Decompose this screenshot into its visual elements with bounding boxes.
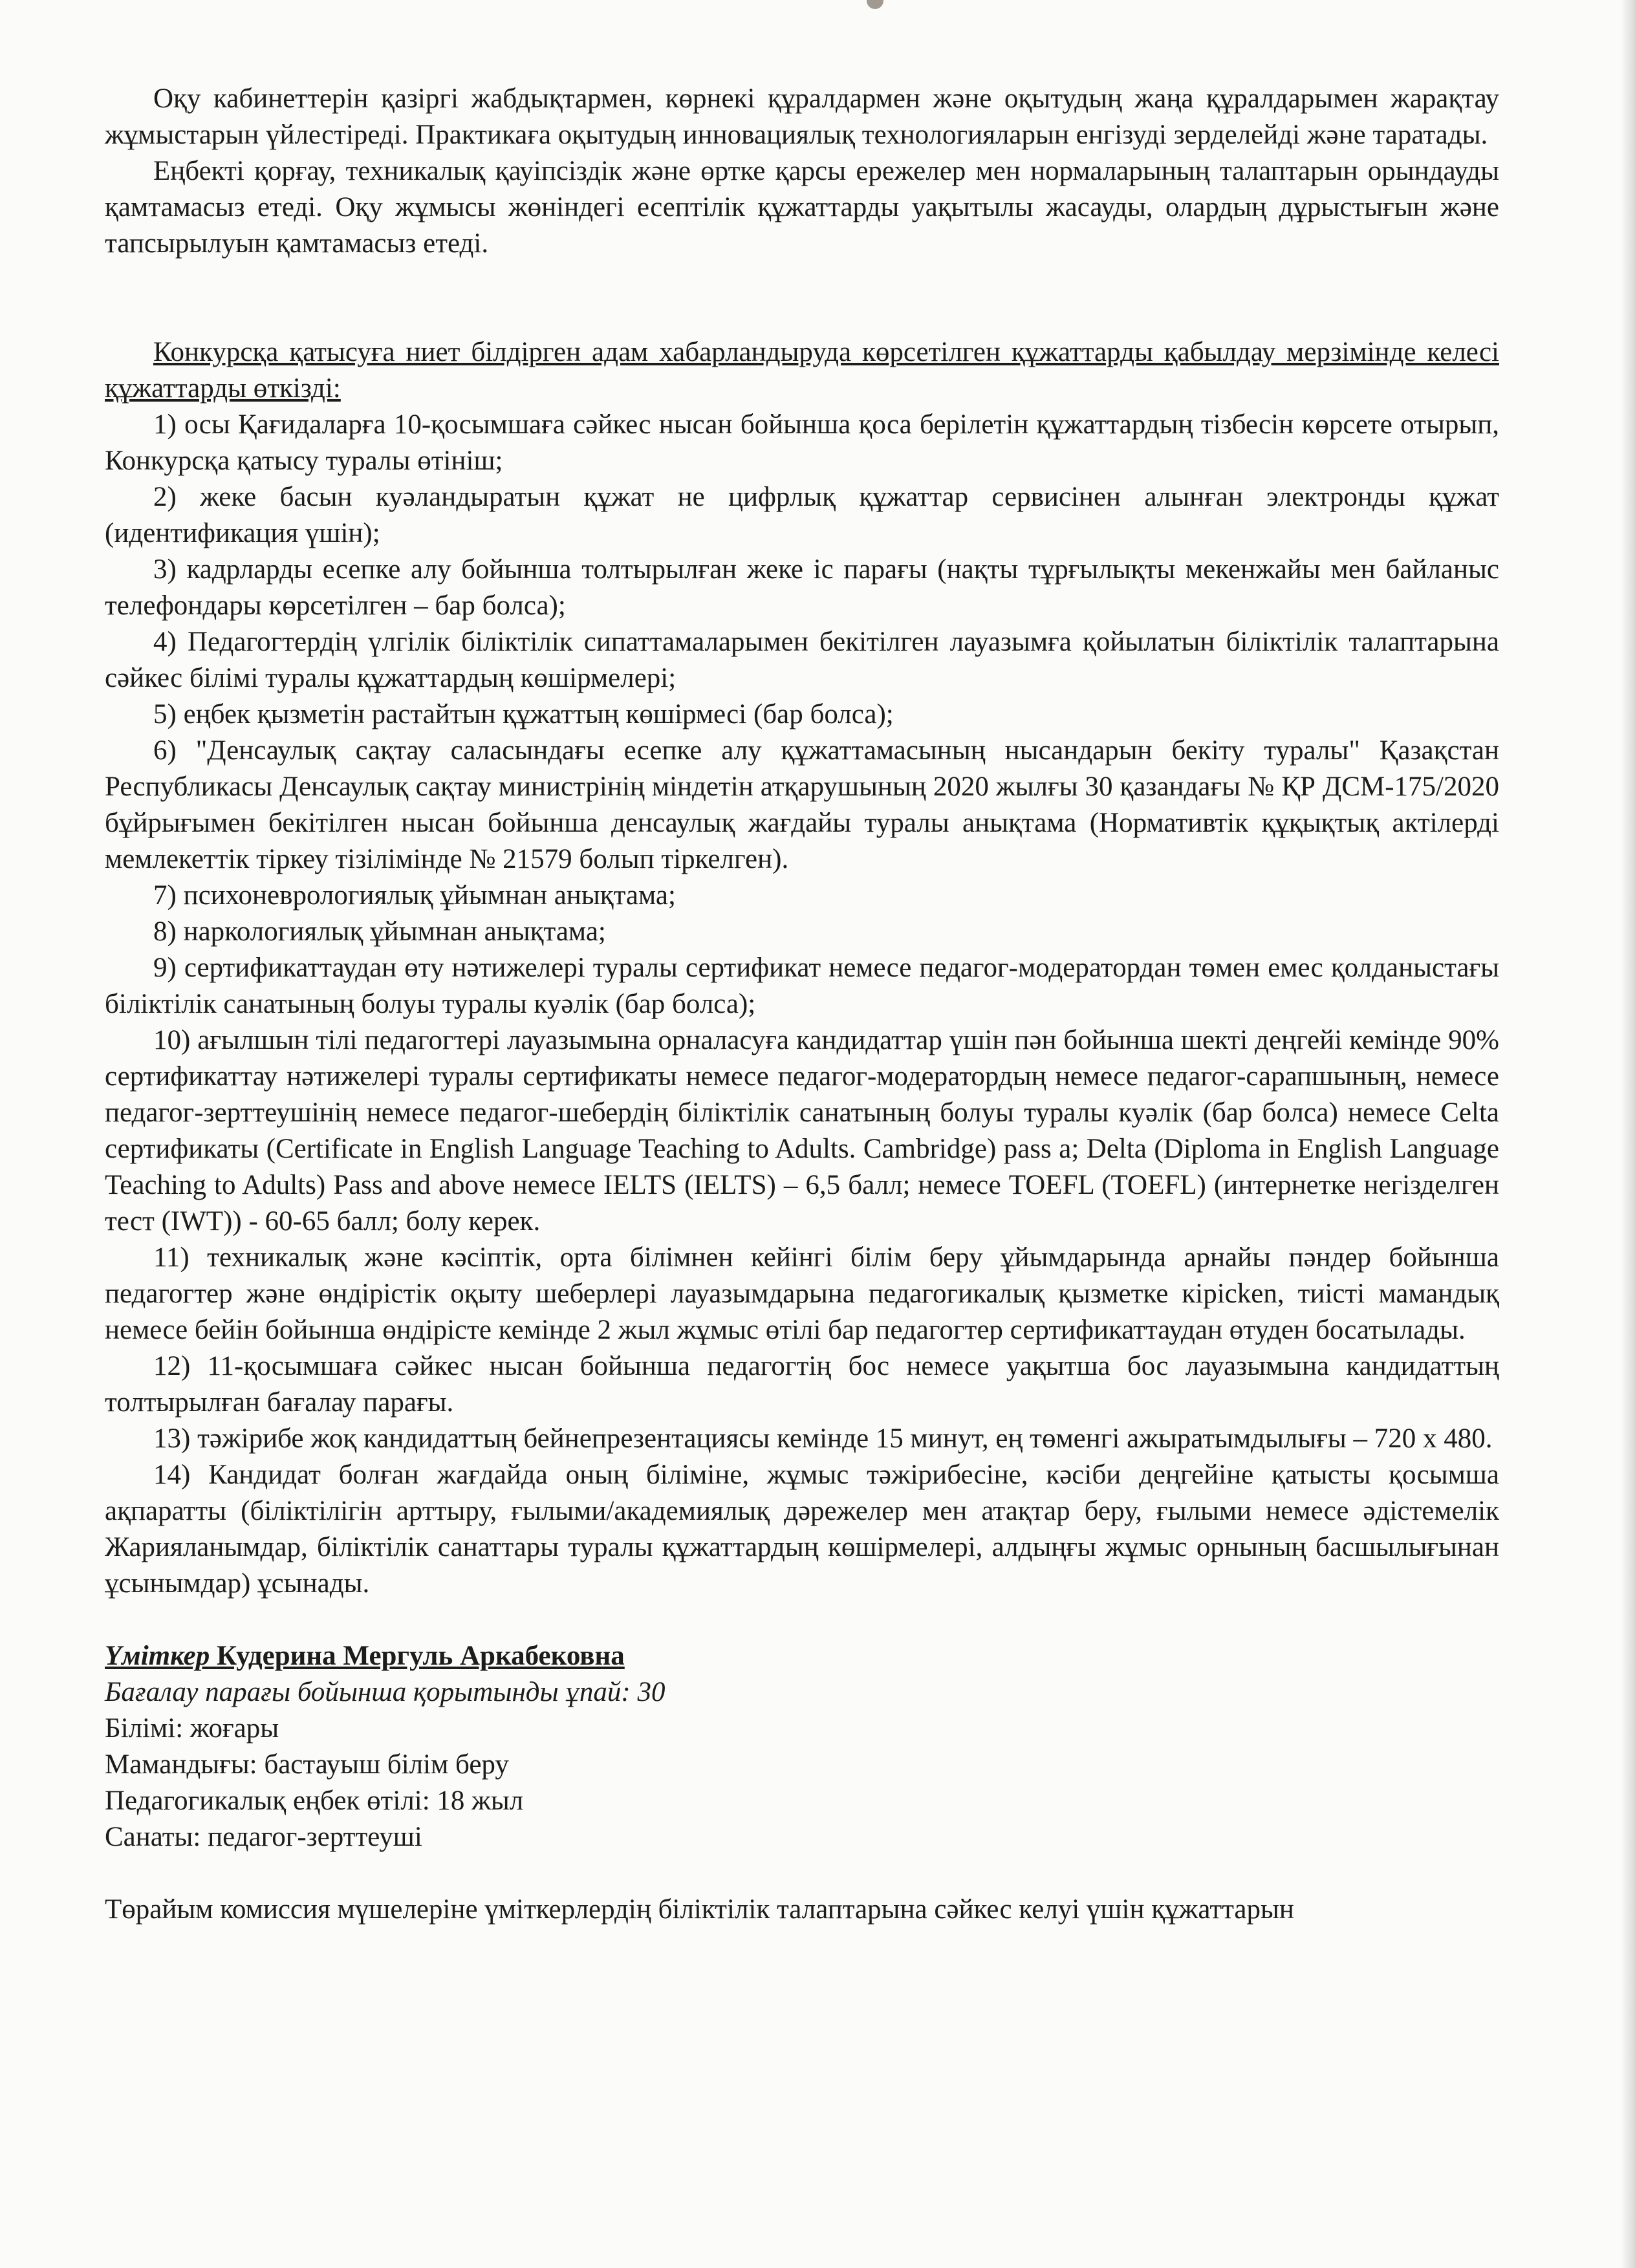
candidate-heading (105, 1638, 1499, 1674)
document-item-10: 10) ағылшын тілі педагогтері лауазымына орналасуға кандидаттар үшін пән бойынша шекті деңгейі кемінде 90% сертификаттау нәтижелері туралы сертификаты немесе педагог-модератордың немесе педагог-сарапшының, немесе педагог-зерттеушінің немесе педагог-шебердің біліктілік санатының болуы туралы куәлік (бар болса) немесе Celta сертификаты (Certificate in English Language Teaching to Adults. Cambridge) pass a; Delta (Diploma in English Language Teaching to Adults) Pass and above немесе IELTS (IELTS) – 6,5 балл; немесе TOEFL (TOEFL) (интернетке негізделген тест (IWT)) - 60-65 балл; болу керек. (105, 1025, 1499, 1237)
document-item-4: 4) Педагогтердің үлгілік біліктілік сипаттамаларымен бекітілген лауазымға қойылатын біліктілік талаптарына сәйкес білімі туралы құжаттардың көшірмелері; (105, 627, 1499, 693)
document-item-14: 14) Кандидат болған жағдайда оның біліміне, жұмыс тәжірибесіне, кәсіби деңгейіне қатысты қосымша ақпаратты (біліктілігін арттыру, ғылыми/академиялық дәрежелер мен атақтар беру, ғылыми немесе әдістемелік Жарияланымдар, біліктілік санаттары туралы құжаттардың көшірмелері, алдыңғы жұмыс орнының басшылығынан ұсынымдар) ұсынады. (105, 1460, 1499, 1599)
candidate-block (105, 1638, 1499, 1855)
document-item-8: 8) наркологиялық ұйымнан анықтама; (153, 916, 606, 947)
intro-paragraph-1: Оқу кабинеттерін қазіргі жабдықтармен, көрнекі құралдармен және оқытудың жаңа құралдарымен жарақтау жұмыстарын үйлестіреді. Практикаға оқытудың инновациялық технологияларын енгізуді зерделейді және таратады. (105, 83, 1499, 150)
document-item-9: 9) сертификаттаудан өту нәтижелері туралы сертификат немесе педагог-модератордан төмен емес қолданыстағы біліктілік санатының болуы туралы куәлік (бар болса); (105, 953, 1499, 1019)
candidate-experience: Педагогикалық еңбек өтілі: 18 жыл (105, 1786, 524, 1816)
scan-edge-shadow (1621, 0, 1635, 2268)
section-gap (105, 1602, 1499, 1638)
document-item-6: 6) "Денсаулық сақтау саласындағы есепке алу құжаттамасының нысандарын бекіту туралы" Қазақстан Республикасы Денсаулық сақтау министрінің міндетін атқарушының 2020 жылғы 30 қазандағы № ҚР ДСМ-175/2020 бұйрығымен бекітілген нысан бойынша денсаулық жағдайы туралы анықтама (Нормативтік құқықтық актілерді мемлекеттік тіркеу тізілімінде № 21579 болып тіркелген). (105, 735, 1499, 874)
section-gap (105, 262, 1499, 334)
document-item-3: 3) кадрларды есепке алу бойынша толтырылған жеке іс парағы (нақты тұрғылықты мекенжайы мен байланыс телефондары көрсетілген – бар болса); (105, 554, 1499, 621)
section-gap (105, 1855, 1499, 1892)
document-item-2: 2) жеке басын куәландыратын құжат не цифрлық құжаттар сервисінен алынған электронды құжат (идентификация үшін); (105, 482, 1499, 548)
document-item-13: 13) тәжірибе жоқ кандидаттың бейнепрезентациясы кемінде 15 минут, ең төменгі ажыратымдылығы – 720 х 480. (153, 1423, 1493, 1454)
documents-list (105, 407, 1499, 1602)
intro-paragraph-2: Еңбекті қорғау, техникалық қауіпсіздік және өртке қарсы ережелер мен нормаларының талаптарын орындауды қамтамасыз етеді. Оқу жұмысы жөніндегі есептілік құжаттарды уақытылы жасауды, олардың дұрыстығын және тапсырылуын қамтамасыз етеді. (105, 156, 1499, 259)
document-item-5: 5) еңбек қызметін растайтын құжаттың көшірмесі (бар болса); (153, 699, 894, 729)
candidate-label: Үміткер (105, 1641, 210, 1671)
scan-speck (867, 0, 883, 9)
candidate-name: Кудерина Мергуль Аркабековна (216, 1641, 625, 1671)
candidate-specialty: Мамандығы: бастауыш білім беру (105, 1749, 509, 1780)
document-item-1: 1) осы Қағидаларға 10-қосымшаға сәйкес нысан бойынша қоса берілетін құжаттардың тізбесін көрсете отырып, Конкурсқа қатысу туралы өтініш; (105, 409, 1499, 476)
candidate-education: Білімі: жоғары (105, 1713, 279, 1744)
documents-heading: Конкурсқа қатысуға ниет білдірген адам хабарландыруда көрсетілген құжаттарды қабылдау мерзімінде келесі құжаттарды өткізді: (105, 337, 1499, 404)
candidate-score: Бағалау парағы бойынша қорытынды ұпай: 30 (105, 1677, 666, 1707)
document-item-7: 7) психоневрологиялық ұйымнан анықтама; (153, 880, 676, 911)
closing-paragraph: Төрайым комиссия мүшелеріне үміткерлердің біліктілік талаптарына сәйкес келуі үшін құжаттарын (105, 1894, 1294, 1925)
document-item-12: 12) 11-қосымшаға сәйкес нысан бойынша педагогтің бос немесе уақытша бос лауазымына кандидаттың толтырылған бағалау парағы. (105, 1351, 1499, 1418)
candidate-category: Санаты: педагог-зерттеуші (105, 1822, 422, 1852)
document-item-11: 11) техникалық және кәсіптік, орта білімнен кейінгі білім беру ұйымдарында арнайы пәндер бойынша педагогтер және өндірістік оқыту шеберлері лауазымдарына педагогикалық қызметке кірісken, тиісті мамандық немесе бейін бойынша өндірісте кемінде 2 жыл жұмыс өтілі бар педагогтер сертификаттаудан өтуден босатылады. (105, 1242, 1499, 1345)
